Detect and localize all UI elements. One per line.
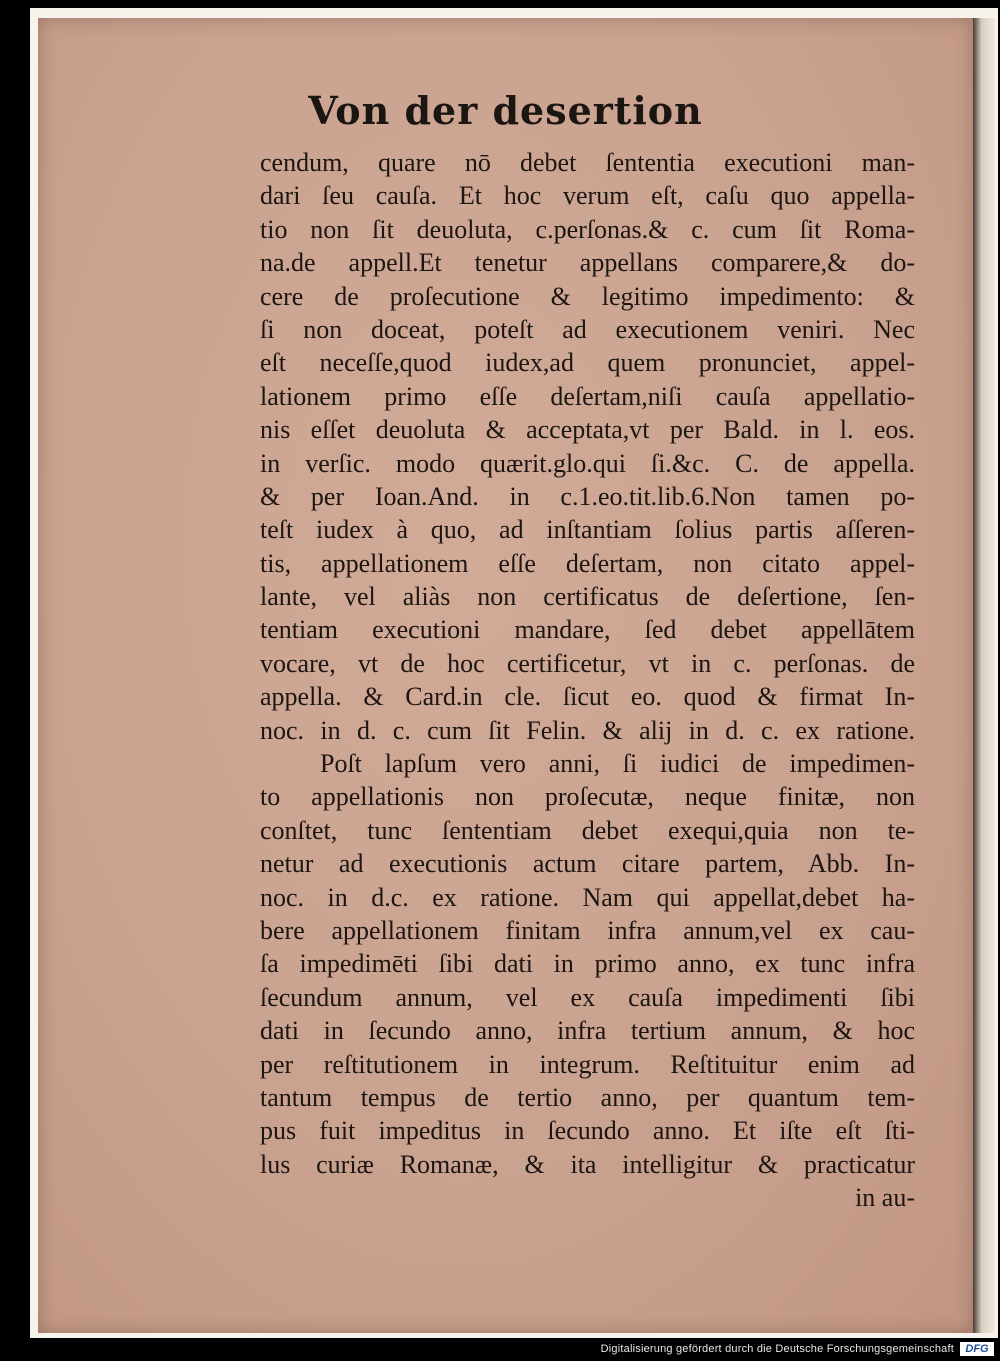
text-line: dari ſeu cauſa. Et hoc verum eſt, caſu quo appella- (260, 181, 915, 211)
text-line: cere de proſecutione & legitimo impedimento: & (260, 281, 915, 311)
text-line: appella. & Card.in cle. ſicut eo. quod & firmat In- (260, 682, 915, 712)
text-line: tis, appellationem eſſe deſertam, non citato appel- (260, 548, 915, 578)
text-line: noc. in d. c. cum ſit Felin. & alij in d. c. ex ratione. (260, 715, 915, 745)
text-line: lationem primo eſſe deſertam,niſi cauſa appellatio- (260, 381, 915, 411)
text-line: ſa impedimēti ſibi dati in primo anno, ex tunc infra (260, 949, 915, 979)
text-line: nis eſſet deuoluta & acceptata,vt per Bald. in l. eos. (260, 415, 915, 445)
page-edge (973, 18, 995, 1333)
text-line: cendum, quare nō debet ſententia executioni man- (260, 148, 915, 177)
text-line: tio non ſit deuoluta, c.perſonas.& c. cum ſit Roma- (260, 214, 915, 244)
text-line: to appellationis non proſecutæ, neque finitæ, non (260, 782, 915, 812)
text-line: ſi non doceat, poteſt ad executionem veniri. Nec (260, 314, 915, 344)
text-line: ſecundum annum, vel ex cauſa impedimenti ſibi (260, 982, 915, 1012)
catchword: in au- (855, 1183, 915, 1213)
text-line: netur ad executionis actum citare partem, Abb. In- (260, 849, 915, 879)
text-line: tentiam executioni mandare, ſed debet appellātem (260, 615, 915, 645)
text-line: lus curiæ Romanæ, & ita intelligitur & practicatur (260, 1149, 915, 1179)
book-page (38, 18, 973, 1333)
text-line: na.de appell.Et tenetur appellans comparere,& do- (260, 248, 915, 278)
dfg-logo-icon: DFG (960, 1342, 994, 1356)
text-line: noc. in d.c. ex ratione. Nam qui appellat,debet ha- (260, 882, 915, 912)
text-line: & per Ioan.And. in c.1.eo.tit.lib.6.Non tamen po- (260, 481, 915, 511)
text-line: dati in ſecundo anno, infra tertium annum, & hoc (260, 1016, 915, 1046)
text-line: in verſic. modo quærit.glo.qui ſi.&c. C. de appella. (260, 448, 915, 478)
text-line: conſtet, tunc ſententiam debet exequi,quia non te- (260, 815, 915, 845)
text-line: tantum tempus de tertio anno, per quantum tem- (260, 1082, 915, 1112)
text-block (260, 146, 915, 1215)
funding-credit: Digitalisierung gefördert durch die Deutsche Forschungsgemeinschaft (600, 1343, 954, 1355)
text-line: per reſtitutionem in integrum. Reſtituitur enim ad (260, 1049, 915, 1079)
text-line: vocare, vt de hoc certificetur, vt in c. perſonas. de (260, 648, 915, 678)
text-line: teſt iudex à quo, ad inſtantiam ſolius partis aſſeren- (260, 515, 915, 545)
text-line: Poſt lapſum vero anni, ſi iudici de impedimen- (320, 749, 915, 779)
text-line: bere appellationem finitam infra annum,vel ex cau- (260, 915, 915, 945)
running-head: Von der desertion (308, 88, 703, 133)
text-line: pus fuit impeditus in ſecundo anno. Et iſte eſt ſti- (260, 1116, 915, 1146)
text-line: lante, vel aliàs non certificatus de deſertione, ſen- (260, 582, 915, 612)
text-line: eſt neceſſe,quod iudex,ad quem pronunciet, appel- (260, 348, 915, 378)
